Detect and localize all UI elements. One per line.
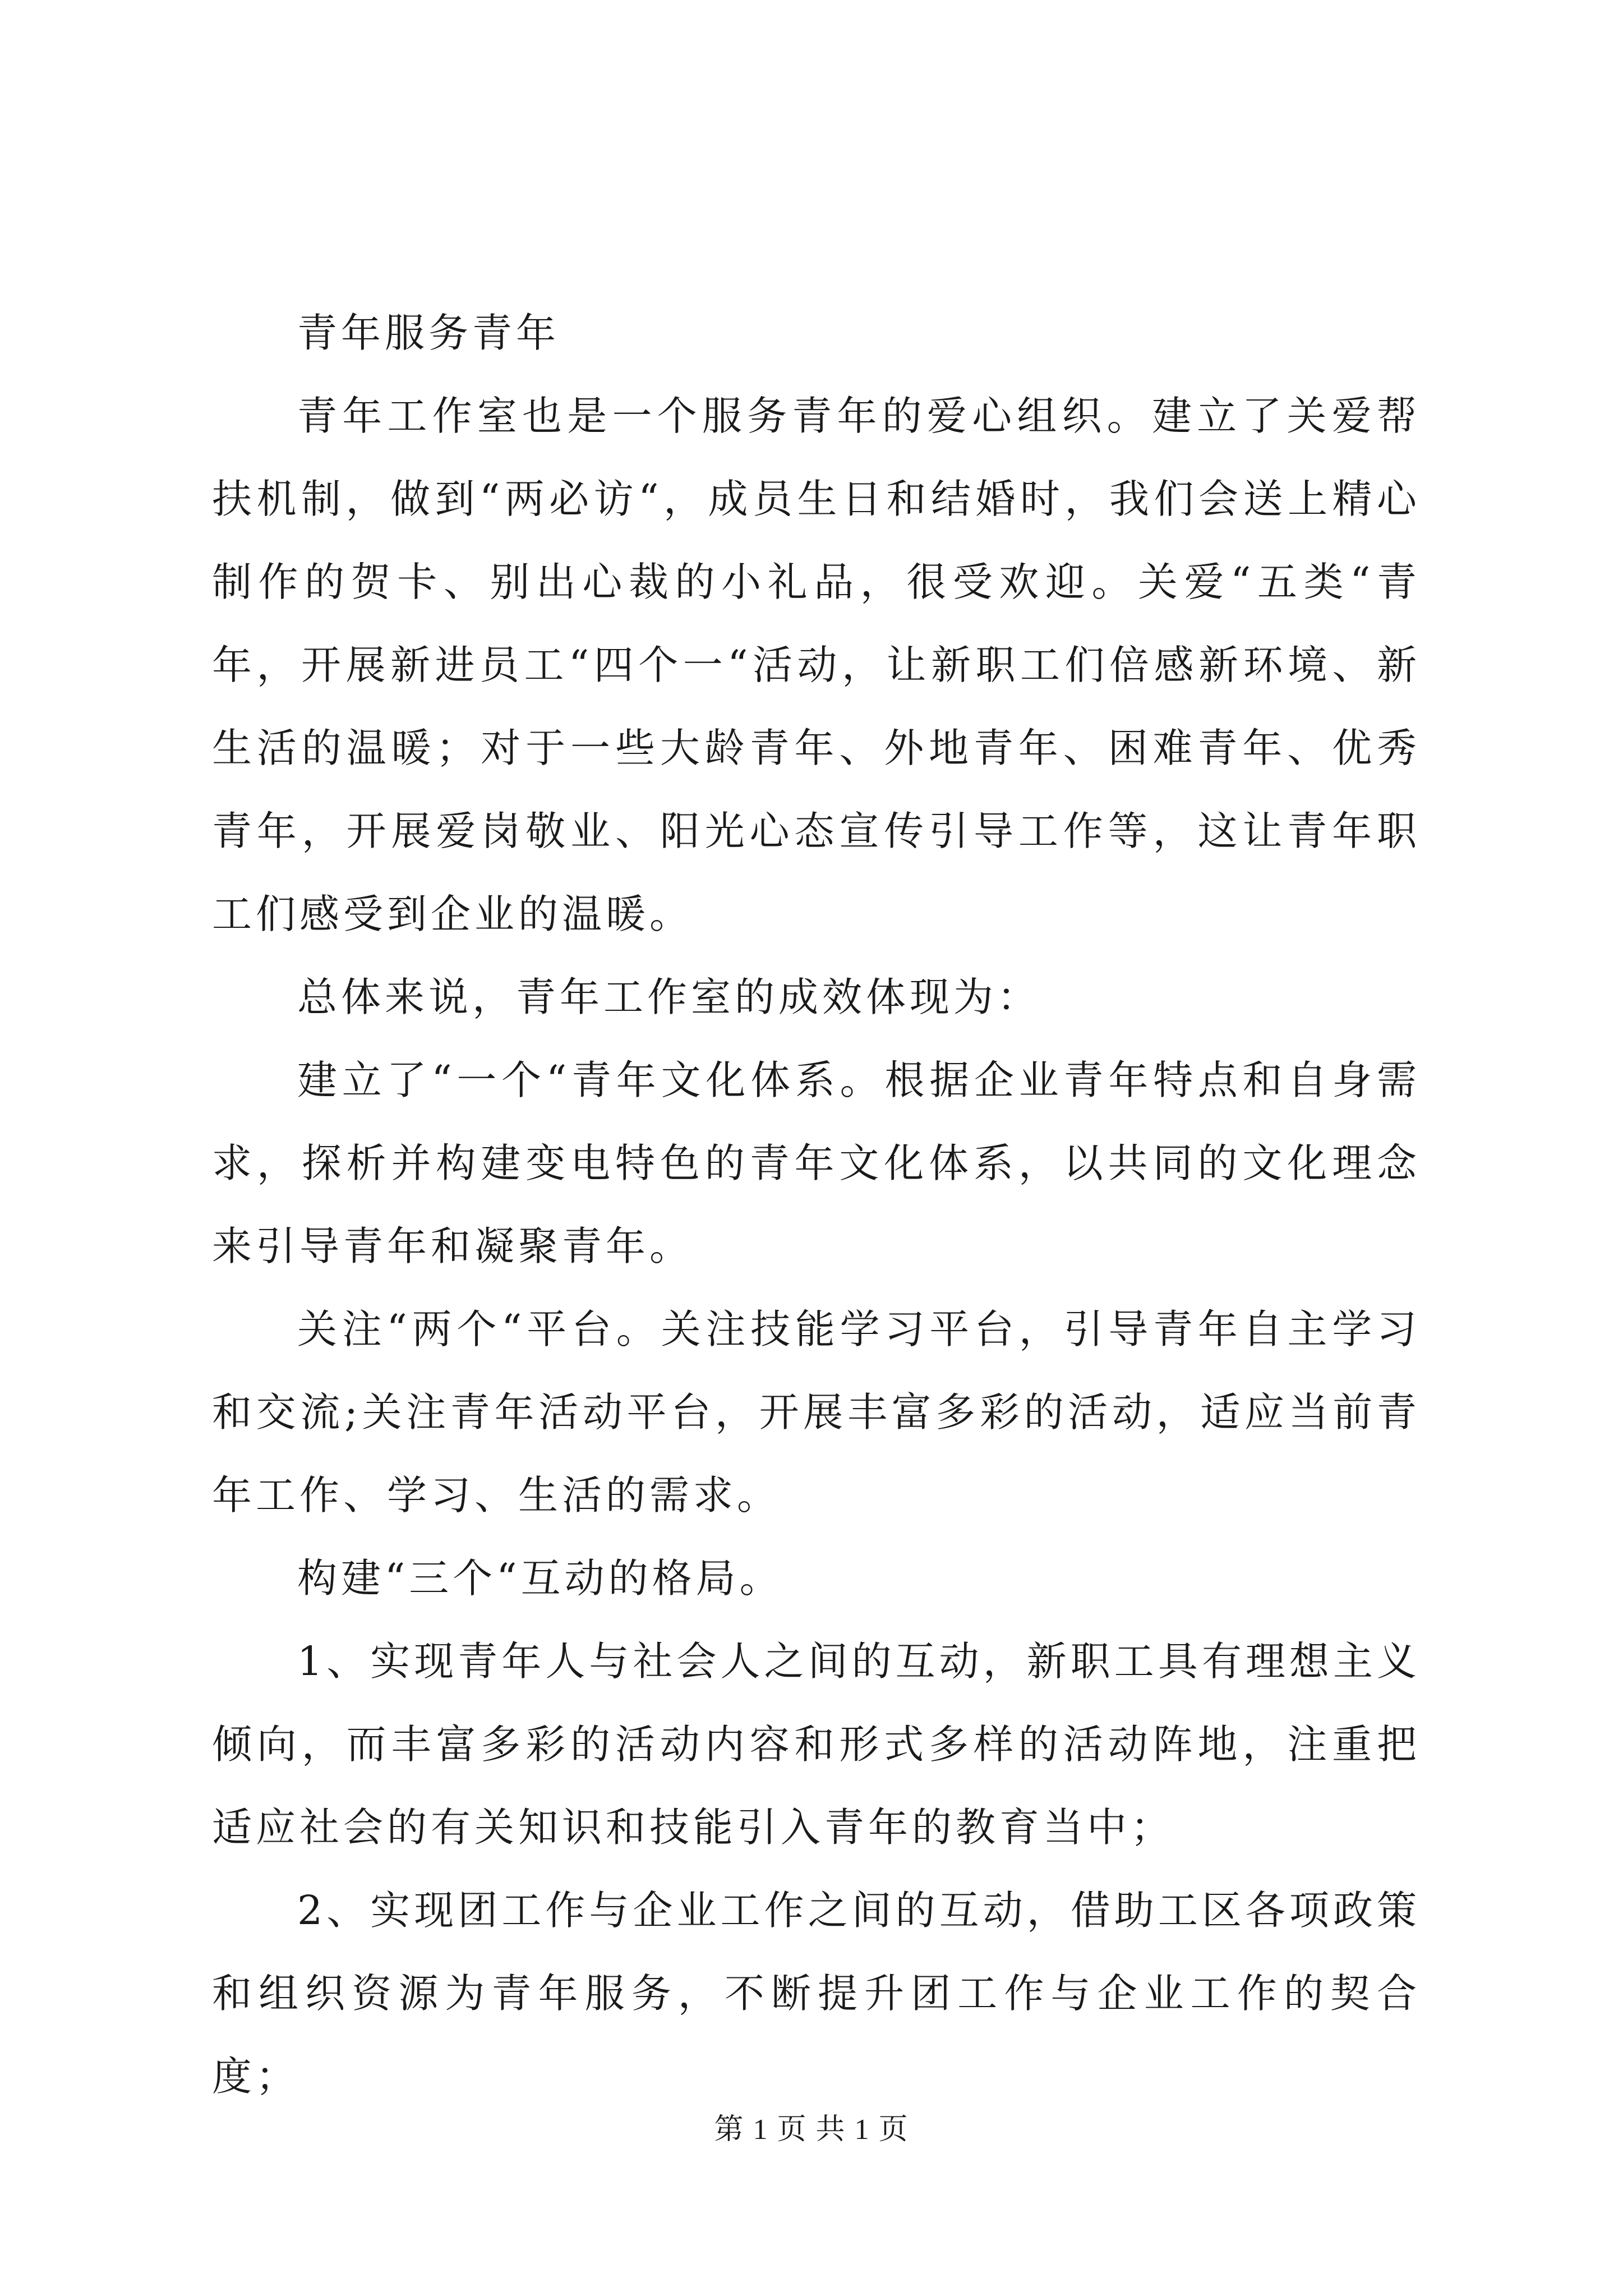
document-body bbox=[212, 292, 1421, 2118]
body-paragraph: 建立了“一个“青年文化体系。根据企业青年特点和自身需求，探析并构建变电特色的青年文化体系，以共同的文化理念来引导青年和凝聚青年。 bbox=[212, 1057, 1421, 1269]
body-paragraph: 关注“两个“平台。关注技能学习平台，引导青年自主学习和交流;关注青年活动平台，开展丰富多彩的活动，适应当前青年工作、学习、生活的需求。 bbox=[212, 1306, 1421, 1519]
body-paragraph: 1、实现青年人与社会人之间的互动，新职工具有理想主义倾向，而丰富多彩的活动内容和形式多样的活动阵地，注重把适应社会的有关知识和技能引入青年的教育当中； bbox=[212, 1638, 1421, 1851]
section-heading: 青年服务青年 bbox=[297, 310, 560, 356]
body-paragraph: 2、实现团工作与企业工作之间的互动，借助工区各项政策和组织资源为青年服务，不断提升团工作与企业工作的契合度； bbox=[212, 1887, 1421, 2100]
page-footer bbox=[0, 2108, 1623, 2152]
body-paragraph: 总体来说，青年工作室的成效体现为： bbox=[297, 974, 1041, 1020]
body-paragraph: 青年工作室也是一个服务青年的爱心组织。建立了关爱帮扶机制，做到“两必访“，成员生日和结婚时，我们会送上精心制作的贺卡、别出心裁的小礼品，很受欢迎。关爱“五类“青年，开展新进员工“四个一“活动，让新职工们倍感新环境、新生活的温暖；对于一些大龄青年、外地青年、困难青年、优秀青年，开展爱岗敬业、阳光心态宣传引导工作等，这让青年职工们感受到企业的温暖。 bbox=[212, 393, 1421, 937]
body-paragraph: 构建“三个“互动的格局。 bbox=[297, 1555, 783, 1602]
page-number-label: 第 1 页 共 1 页 bbox=[714, 2114, 909, 2146]
